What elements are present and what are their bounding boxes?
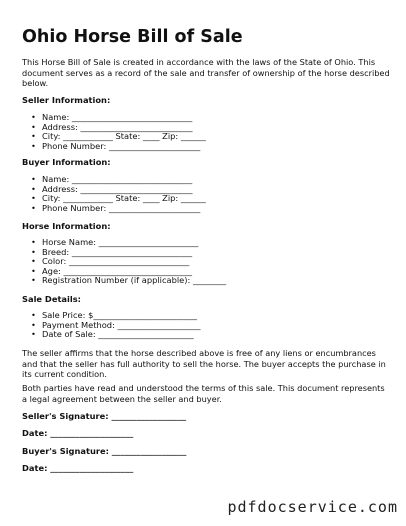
buyer-list — [30, 175, 206, 213]
seller-signature-line: Seller's Signature: __________________ — [22, 411, 187, 421]
intro-paragraph: This Horse Bill of Sale is created in accordance with the laws of the State of Ohio. This document serves as a record of the sale and transfer of ownership of the horse described below. — [22, 57, 390, 89]
document-title: Ohio Horse Bill of Sale — [22, 27, 243, 47]
buyer-signature-line: Buyer's Signature: __________________ — [22, 446, 187, 456]
list-item: • Address: ___________________________ — [30, 123, 206, 133]
sale-heading: Sale Details: — [22, 294, 81, 304]
list-item: • Age: _______________________________ — [30, 267, 226, 277]
horse-list — [30, 238, 226, 286]
list-item: • Date of Sale: _______________________ — [30, 330, 200, 340]
list-item: • Sale Price: $_________________________ — [30, 311, 200, 321]
list-item: • Color: _____________________________ — [30, 257, 226, 267]
list-item: • Horse Name: ________________________ — [30, 238, 226, 248]
list-item: • Registration Number (if applicable): ________ — [30, 276, 226, 286]
list-item: • Breed: _____________________________ — [30, 248, 226, 258]
list-item: • Name: _____________________________ — [30, 175, 206, 185]
buyer-date-line: Date: ____________________ — [22, 463, 134, 473]
horse-heading: Horse Information: — [22, 221, 111, 231]
seller-list — [30, 113, 206, 151]
affirmation-paragraph: The seller affirms that the horse described above is free of any liens or encumbrances and that the seller has full authority to sell the horse. The buyer accepts the purchase in its current condition. — [22, 348, 386, 380]
list-item: • Phone Number: ______________________ — [30, 142, 206, 152]
list-item: • Name: _____________________________ — [30, 113, 206, 123]
seller-heading: Seller Information: — [22, 95, 111, 105]
buyer-heading: Buyer Information: — [22, 157, 111, 167]
list-item: • City: ____________ State: ____ Zip: ______ — [30, 132, 206, 142]
list-item: • Phone Number: ______________________ — [30, 204, 206, 214]
agreement-paragraph: Both parties have read and understood the terms of this sale. This document represents a legal agreement between the seller and buyer. — [22, 383, 385, 404]
watermark-footer: pdfdocservice.com — [227, 498, 398, 516]
sale-list — [30, 311, 200, 340]
seller-date-line: Date: ____________________ — [22, 428, 134, 438]
list-item: • Payment Method: ____________________ — [30, 321, 200, 331]
list-item: • City: ____________ State: ____ Zip: ______ — [30, 194, 206, 204]
list-item: • Address: ___________________________ — [30, 185, 206, 195]
